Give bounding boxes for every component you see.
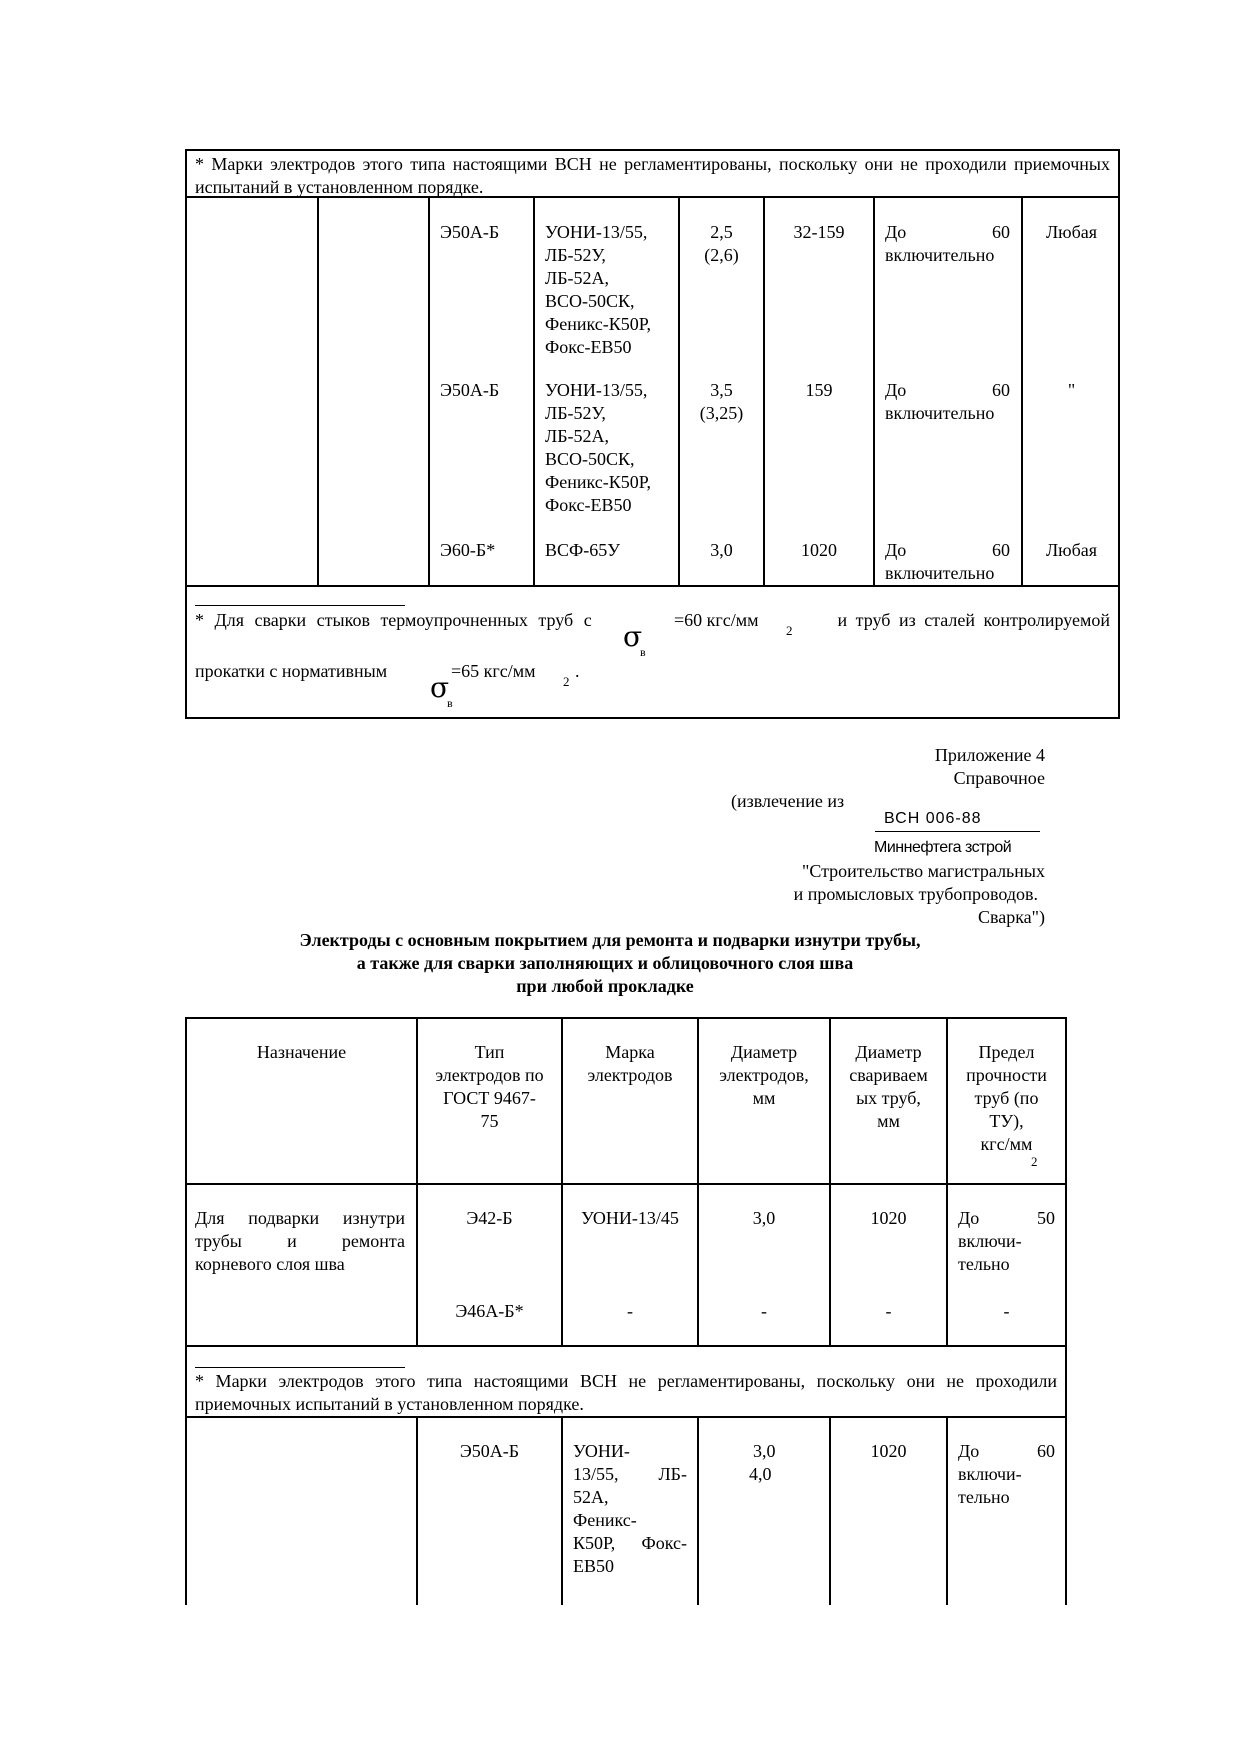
- pipe-diameter: 1020: [801, 540, 837, 560]
- electrode-type: Э60-Б*: [440, 540, 496, 560]
- footnote-rule: [195, 605, 405, 606]
- electrode-diameter: 3,0: [710, 540, 733, 560]
- table-2-header-divider: [185, 1183, 1067, 1185]
- strength: До 50 включи- тельно: [958, 1208, 1055, 1274]
- sigma-symbol: σ: [623, 620, 643, 653]
- table-2-note: * Марки электродов этого типа настоящими ВСН не регламентированы, поскольку они не проходили приемочных испытаний в установленном порядке.: [195, 1371, 1057, 1414]
- strength: -: [1003, 1301, 1010, 1321]
- pipe-diameter: 1020: [870, 1441, 907, 1461]
- header-brand: Марка электродов: [587, 1042, 673, 1085]
- strength: До 60 включительно: [885, 222, 1010, 265]
- electrode-brand: -: [627, 1301, 633, 1321]
- electrode-brand: УОНИ- 13/55, ЛБ- 52А, Феникс- К50Р, Фокс- ЕВ50: [573, 1441, 687, 1576]
- pipe-diameter: 159: [805, 380, 833, 400]
- table-1-note-header: * Марки электродов этого типа настоящими ВСН не регламентированы, поскольку они не проходили приемочных испытаний в установленном порядке.: [195, 154, 1110, 197]
- pipe-diameter: 32-159: [793, 222, 845, 242]
- electrode-type: Э50А-Б: [440, 380, 500, 400]
- laying: Любая: [1045, 540, 1098, 560]
- sigma-symbol: σ: [430, 671, 450, 704]
- electrode-diameter: 3,5 (3,25): [699, 380, 744, 423]
- pipe-diameter: 1020: [870, 1208, 907, 1228]
- electrode-diameter: 2,5 (2,6): [704, 222, 739, 265]
- appendix-doc-code: ВСН 006-88: [884, 810, 982, 827]
- appendix-line-2: Справочное: [953, 768, 1045, 788]
- note-rule: [195, 1367, 405, 1368]
- table-1: [185, 149, 1120, 719]
- header-pipe-diameter: Диаметр свариваем ых труб, мм: [849, 1042, 928, 1131]
- electrode-type: Э50А-Б: [459, 1441, 520, 1461]
- electrode-type: Э50А-Б: [440, 222, 500, 242]
- appendix-line-3: (извлечение из: [731, 791, 845, 811]
- header-purpose: Назначение: [256, 1042, 347, 1062]
- table-1-footnote: * Для сварки стыков термоупрочненных труб с =60 кгс/мм 2 и труб из сталей контролируемой σ в прокатки с нормативным =65 кгс/мм 2 . σ в: [195, 610, 1110, 710]
- pipe-diameter: -: [885, 1301, 892, 1321]
- laying: ": [1067, 380, 1076, 400]
- table-1-divider-bottom: [185, 585, 1120, 587]
- electrode-brand: УОНИ-13/45: [581, 1208, 679, 1228]
- electrode-brands: УОНИ-13/55, ЛБ-52У, ЛБ-52А, ВСО-50СК, Феникс-К50Р, Фокс-ЕВ50: [545, 380, 652, 515]
- electrode-type: Э46А-Б*: [455, 1301, 524, 1321]
- electrode-diameter: -: [761, 1301, 767, 1321]
- header-diameter: Диаметр электродов, мм: [719, 1042, 809, 1108]
- electrode-type: Э42-Б: [466, 1208, 513, 1228]
- purpose: Для подварки изнутри трубы и ремонта корневого слоя шва: [195, 1208, 405, 1274]
- strength: До 60 включительно: [885, 380, 1010, 423]
- laying: Любая: [1045, 222, 1098, 242]
- strength: До 60 включительно: [885, 540, 1010, 583]
- electrode-diameter: 3,0 4,0: [749, 1441, 776, 1484]
- appendix-line-1: Приложение 4: [934, 745, 1045, 765]
- header-strength: Предел прочности труб (по ТУ), кгс/мм: [966, 1042, 1047, 1154]
- section-title: Электроды с основным покрытием для ремонта и подварки изнутри трубы, а также для сварки заполняющих и облицовочного слоя шва при любой прокладке: [299, 930, 921, 996]
- strength: До 60 включи- тельно: [958, 1441, 1055, 1507]
- electrode-brands: ВСФ-65У: [545, 540, 620, 560]
- appendix-fraction-line: [875, 831, 1040, 832]
- appendix-line-5: и промысловых трубопроводов.: [793, 884, 1038, 904]
- appendix-line-6: Сварка"): [977, 907, 1045, 927]
- appendix-ministry: Миннефтега зстрой: [874, 839, 1012, 856]
- header-type: Тип электродов по ГОСТ 9467- 75: [435, 1042, 544, 1131]
- electrode-brands: УОНИ-13/55, ЛБ-52У, ЛБ-52А, ВСО-50СК, Феникс-К50Р, Фокс-ЕВ50: [545, 222, 652, 357]
- table-2: [185, 1017, 1067, 1605]
- appendix-line-4: "Строительство магистральных: [801, 861, 1045, 881]
- header-strength-sup: 2: [1031, 1154, 1038, 1169]
- table-2-note-top: [185, 1345, 1067, 1347]
- electrode-diameter: 3,0: [752, 1208, 776, 1228]
